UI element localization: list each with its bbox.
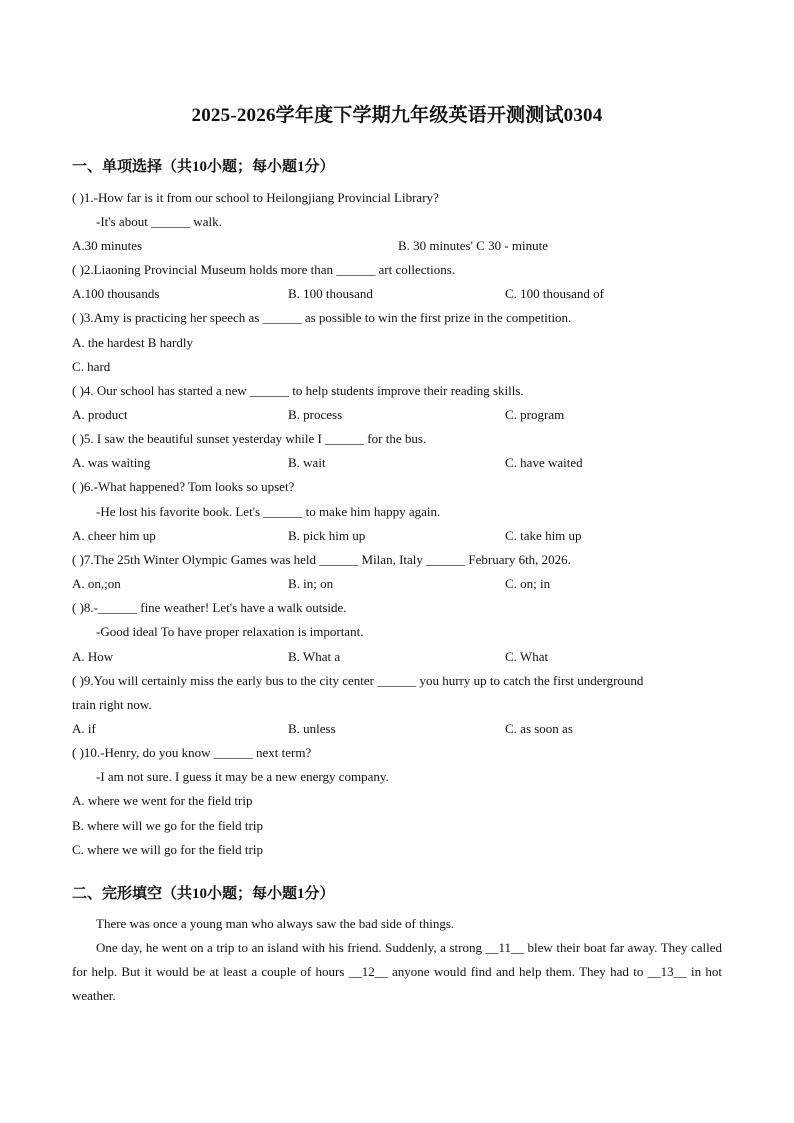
question-6-option-c: C. take him up — [505, 528, 582, 543]
question-5-option-c: C. have waited — [505, 455, 583, 470]
question-8-option-a: A. How — [72, 649, 114, 664]
question-8-option-b: B. What a — [288, 649, 341, 664]
question-7-stem: ( )7.The 25th Winter Olympic Games was held ______ Milan, Italy ______ February 6th, 2026. — [72, 552, 571, 567]
question-3-option-c: C. hard — [72, 359, 111, 374]
question-4-stem: ( )4. Our school has started a new ______ to help students improve their reading skills. — [72, 383, 524, 398]
question-1-option-b: B. 30 minutes' C 30 - minute — [398, 238, 549, 253]
question-8-option-c: C. What — [505, 649, 549, 664]
question-10-line2: -I am not sure. I guess it may be a new energy company. — [96, 769, 389, 784]
question-6-line2: -He lost his favorite book. Let's ______ to make him happy again. — [96, 504, 441, 519]
question-10-stem: ( )10.-Henry, do you know ______ next term? — [72, 745, 312, 760]
question-9-stem: ( )9.You will certainly miss the early bus to the city center ______ you hurry up to catch the first underground — [72, 673, 644, 688]
cloze-paragraph-2: One day, he went on a trip to an island with his friend. Suddenly, a strong __11__ blew their boat far away. They called for help. But it would be at least a couple of hours __12__ anyone would find and help them. They had to __13__ in hot weather. — [72, 940, 722, 1003]
question-8-line2: -Good ideal To have proper relaxation is important. — [96, 624, 364, 639]
cloze-paragraph-1: There was once a young man who always saw the bad side of things. — [96, 916, 455, 931]
question-6-stem: ( )6.-What happened? Tom looks so upset? — [72, 479, 295, 494]
question-5-option-b: B. wait — [288, 455, 326, 470]
question-3-stem: ( )3.Amy is practicing her speech as ______ as possible to win the first prize in the competition. — [72, 310, 572, 325]
question-2-option-a: A.100 thousands — [72, 286, 160, 301]
section-heading-single-choice: 一、单项选择（共10小题；每小题1分） — [72, 159, 335, 175]
question-10-option-c: C. where we will go for the field trip — [72, 842, 263, 857]
question-7-option-b: B. in; on — [288, 576, 334, 591]
question-9-line2: train right now. — [72, 697, 152, 712]
section-heading-cloze: 二、完形填空（共10小题；每小题1分） — [72, 886, 335, 902]
question-2-stem: ( )2.Liaoning Provincial Museum holds more than ______ art collections. — [72, 262, 456, 277]
question-9-option-c: C. as soon as — [505, 721, 573, 736]
question-4-option-c: C. program — [505, 407, 565, 422]
question-5-stem: ( )5. I saw the beautiful sunset yesterday while I ______ for the bus. — [72, 431, 427, 446]
question-3-option-ab: A. the hardest B hardly — [72, 335, 193, 350]
question-6-option-a: A. cheer him up — [72, 528, 156, 543]
page-title: 2025-2026学年度下学期九年级英语开测测试0304 — [191, 105, 603, 126]
question-10-option-b: B. where will we go for the field trip — [72, 818, 263, 833]
question-4-option-a: A. product — [72, 407, 128, 422]
question-2-option-c: C. 100 thousand of — [505, 286, 604, 301]
question-9-option-b: B. unless — [288, 721, 336, 736]
question-2-option-b: B. 100 thousand — [288, 286, 373, 301]
question-1-line2: -It's about ______ walk. — [96, 214, 222, 229]
question-6-option-b: B. pick him up — [288, 528, 366, 543]
question-1-stem: ( )1.-How far is it from our school to Heilongjiang Provincial Library? — [72, 190, 439, 205]
question-7-option-c: C. on; in — [505, 576, 551, 591]
question-9-option-a: A. if — [72, 721, 96, 736]
question-5-option-a: A. was waiting — [72, 455, 151, 470]
question-1-option-a: A.30 minutes — [72, 238, 143, 253]
question-8-stem: ( )8.-______ fine weather! Let's have a walk outside. — [72, 600, 347, 615]
question-7-option-a: A. on,;on — [72, 576, 121, 591]
question-4-option-b: B. process — [288, 407, 343, 422]
question-10-option-a: A. where we went for the field trip — [72, 793, 253, 808]
